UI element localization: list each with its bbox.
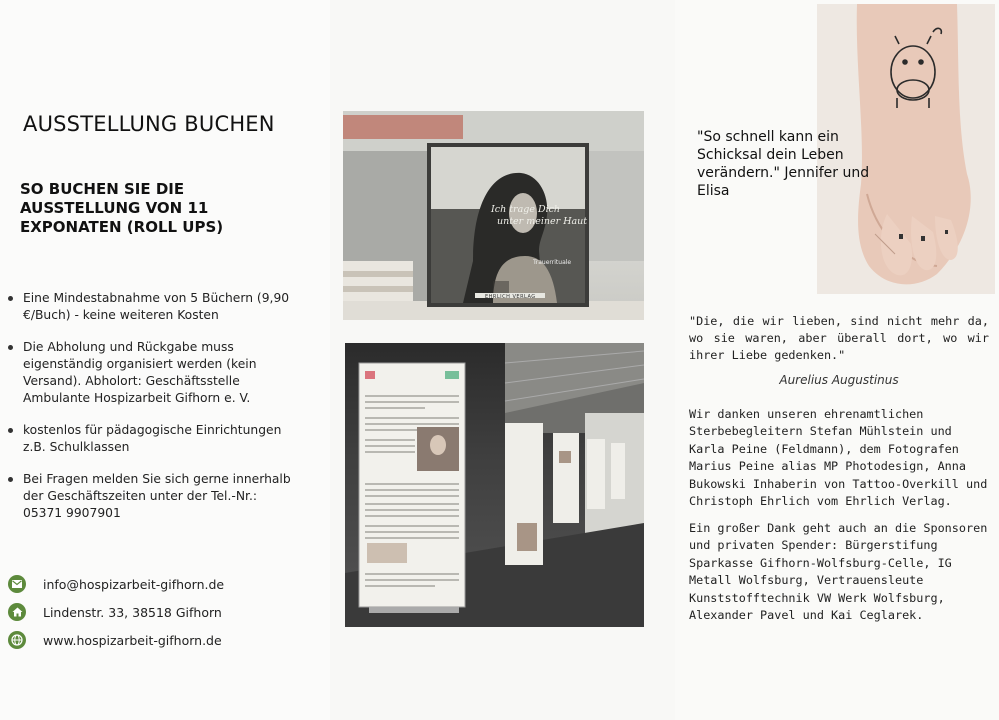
book-publisher: EHRLICH VERLAG (485, 294, 536, 300)
address-text: Lindenstr. 33, 38518 Gifhorn (43, 604, 222, 620)
bullet-icon (8, 477, 13, 482)
website-link[interactable]: www.hospizarbeit-gifhorn.de (43, 632, 222, 648)
exhibition-photo (345, 343, 644, 627)
quote-jennifer-elisa: "So schnell kann ein Schicksal dein Leben verändern." Jennifer und Elisa (697, 129, 870, 199)
book-photo (343, 111, 644, 320)
page-title: AUSSTELLUNG BUCHEN (23, 112, 275, 136)
middle-panel (330, 0, 675, 720)
email-link[interactable]: info@hospizarbeit-gifhorn.de (43, 576, 225, 592)
booking-conditions-list (8, 290, 298, 537)
globe-icon (8, 631, 26, 649)
quote-augustinus: "Die, die wir lieben, sind nicht mehr da, wo sie waren, aber überall dort, wo wir ihrer Liebe gedenken." (689, 314, 989, 362)
bullet-icon (8, 428, 13, 433)
bullet-icon (8, 296, 13, 301)
left-panel (0, 0, 330, 720)
book-title-line1: Ich trage Dich (491, 204, 561, 215)
contact-web[interactable] (8, 629, 308, 651)
subtitle: SO BUCHEN SIE DIE AUSSTELLUNG VON 11 EXPONATEN (ROLL UPS) (20, 180, 224, 236)
envelope-icon (8, 575, 26, 593)
thanks-sponsors: Ein großer Dank geht auch an die Sponsoren und privaten Spender: Bürgerstifung Sparkasse Gifhorn-Wolfsburg-Celle, IG Metall Wolfsburg, Vertrauensleute Kunststofftechnik VW Werk Wolfsburg, Alexander Pavel und Kai Ceglarek. (689, 521, 988, 623)
house-icon (8, 603, 26, 621)
book-title-line2: unter meiner Haut (497, 216, 588, 227)
contact-address (8, 601, 308, 623)
quote-author: Aurelius Augustinus (779, 373, 899, 387)
book-tag: Trauerrituale (533, 259, 572, 266)
list-item: Eine Mindestabnahme von 5 Büchern (9,90 €/Buch) - keine weiteren Kosten (8, 290, 298, 324)
contact-email[interactable] (8, 573, 308, 595)
thanks-volunteers: Wir danken unseren ehrenamtlichen Sterbebegleitern Stefan Mühlstein und Karla Peine (Feldmann), dem Fotografen Marius Peine alias MP Photodesign, Anna Bukowski Inhaberin von Tattoo-Overkill und Christoph Ehrlich vom Ehrlich Verlag. (689, 407, 988, 509)
list-item: Bei Fragen melden Sie sich gerne innerhalb der Geschäftszeiten unter der Tel.-Nr.: 05371 9907901 (8, 471, 298, 522)
list-item: Die Abholung und Rückgabe muss eigenständig organisiert werden (kein Versand). Abholort: Geschäftsstelle Ambulante Hospizarbeit Gifhorn e. V. (8, 339, 298, 407)
bullet-icon (8, 345, 13, 350)
list-item: kostenlos für pädagogische Einrichtungen z.B. Schulklassen (8, 422, 298, 456)
right-panel (675, 0, 999, 720)
